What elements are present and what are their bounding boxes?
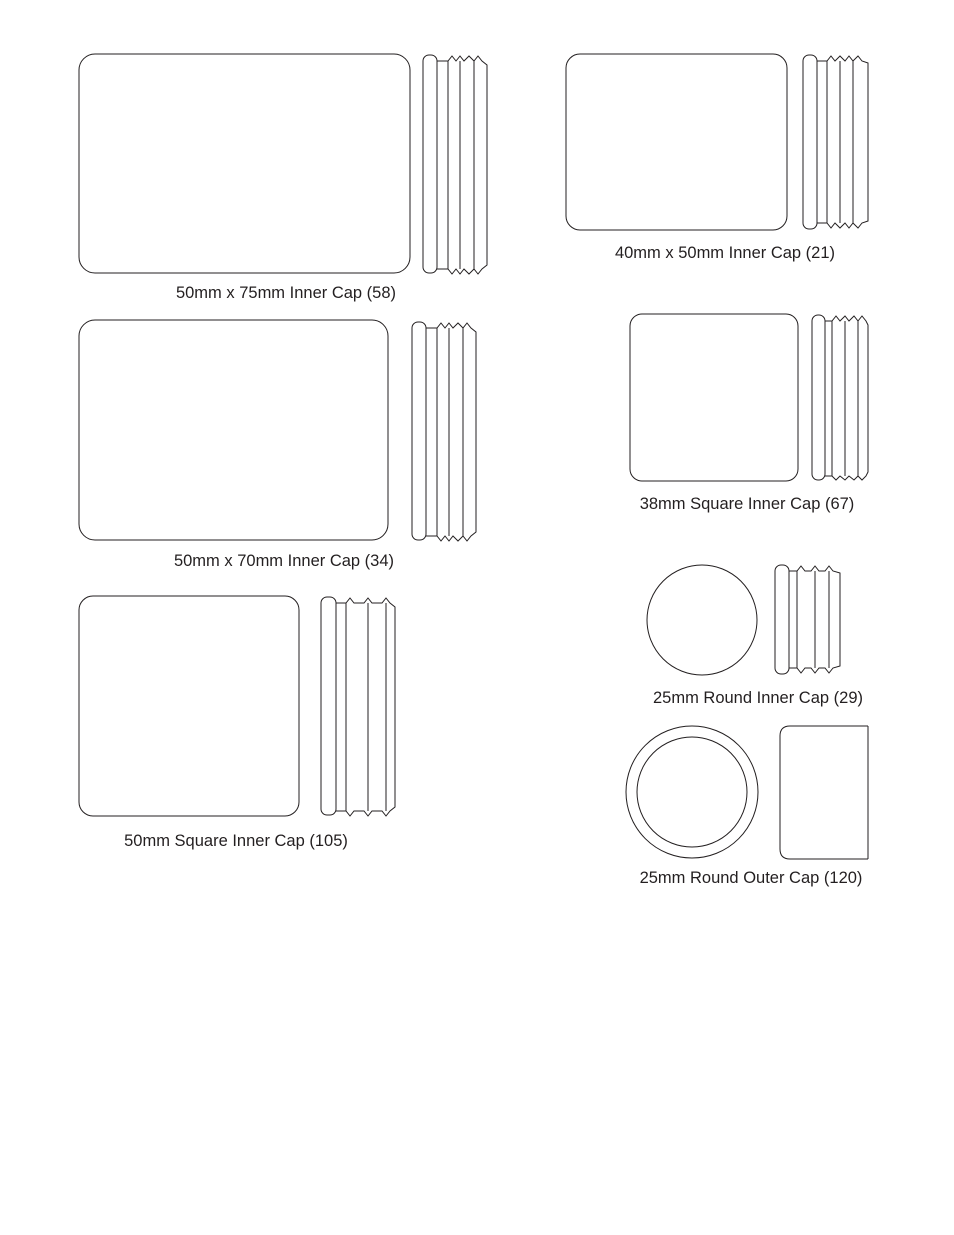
cap-50-square-front-view bbox=[79, 596, 299, 816]
cap-40x50-side-view bbox=[803, 55, 868, 229]
cap-50x70-front-view bbox=[79, 320, 388, 540]
cap-50x70-side-view bbox=[412, 322, 476, 541]
cap-25-round-outer-front-view bbox=[626, 726, 758, 858]
cap-50x70-label: 50mm x 70mm Inner Cap (34) bbox=[173, 552, 395, 570]
cap-25-round-inner-side-view bbox=[775, 565, 840, 674]
cap-38-square-front-view bbox=[630, 314, 798, 481]
cap-38-square-side-view bbox=[812, 315, 868, 480]
cap-50x75-label: 50mm x 75mm Inner Cap (58) bbox=[175, 284, 397, 302]
cap-25-round-inner-front-view bbox=[647, 565, 757, 675]
cap-25-round-inner-label: 25mm Round Inner Cap (29) bbox=[652, 689, 864, 707]
cap-50x75-front-view bbox=[79, 54, 410, 273]
cap-25-round-outer-label: 25mm Round Outer Cap (120) bbox=[639, 869, 863, 887]
cap-40x50-front-view bbox=[566, 54, 787, 230]
cap-50-square-label: 50mm Square Inner Cap (105) bbox=[124, 832, 348, 850]
cap-50-square-side-view bbox=[321, 597, 395, 816]
cap-25-round-outer-side-view bbox=[780, 726, 868, 859]
cap-40x50-label: 40mm x 50mm Inner Cap (21) bbox=[614, 244, 836, 262]
cap-50x75-side-view bbox=[423, 55, 487, 274]
cap-38-square-label: 38mm Square Inner Cap (67) bbox=[639, 495, 855, 513]
